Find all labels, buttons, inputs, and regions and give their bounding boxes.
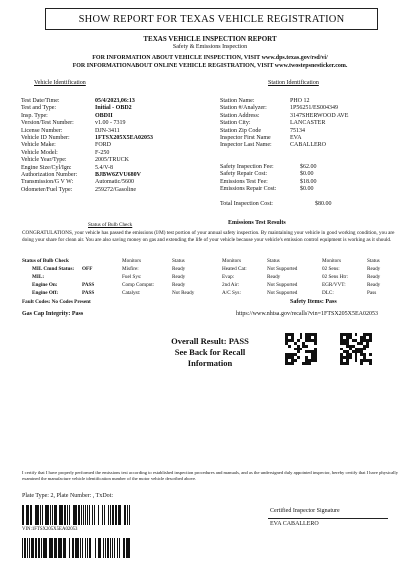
vehicle-identification-block	[21, 98, 211, 198]
kv-label: Odometer/Fuel Type:	[21, 186, 73, 193]
monitor-cell: Ready	[367, 282, 381, 288]
kv-row	[220, 128, 410, 135]
monitors-table	[22, 258, 402, 303]
kv-label: Emissions Repair Cost:	[220, 186, 277, 193]
congratulations-text: CONGRATULATIONS, your vehicle has passed the emissions (I/M) test portion of your annual safety inspection. By maintaining your vehicle in good working condition, you are doing your share for clean air. You are also saving money on gas and extending the life of your vehicle because your vehicle's emission control equipment is working as it should.	[22, 230, 395, 243]
report-subtitle-2: Safety & Emissions Inspection	[172, 44, 248, 50]
report-subtitle: TEXAS VEHICLE INSPECTION REPORT	[143, 35, 277, 43]
monitor-cell: Ready	[172, 274, 186, 280]
kv-row	[21, 157, 211, 164]
kv-label: Safety Repair Cost:	[220, 171, 267, 178]
kv-row	[21, 165, 211, 172]
kv-label: Station City:	[220, 120, 251, 127]
kv-label: Station Zip Code	[220, 127, 261, 134]
kv-row	[220, 120, 410, 127]
monitor-cell: Pass	[367, 290, 377, 296]
kv-row	[220, 179, 410, 186]
kv-value: BJBW6ZVU680V	[95, 172, 142, 178]
kv-row	[21, 128, 211, 135]
kv-value: DJN-3411	[95, 127, 120, 134]
recall-instruction-2: Information	[187, 358, 233, 368]
kv-label: Authorization Number:	[21, 172, 78, 178]
monitor-cell: Comp Compnt:	[122, 282, 155, 288]
kv-value: 5.4/V-8	[95, 164, 113, 171]
report-header-box	[45, 8, 378, 30]
kv-row	[220, 98, 410, 105]
kv-value: 1P56251/ES004349	[290, 105, 339, 112]
barcode	[22, 505, 132, 525]
vin-line: VIN:1FTSX205X5EA02053	[22, 527, 78, 532]
monitor-cell: Ready	[367, 266, 381, 272]
monitor-cell: Monitors	[122, 258, 142, 264]
fees-block	[220, 164, 410, 196]
kv-row	[21, 105, 211, 112]
kv-label: Station Name:	[220, 98, 255, 104]
kv-value: LANCASTER	[290, 120, 326, 127]
kv-label: Vehicle Year/Type:	[21, 157, 67, 164]
monitor-cell: Misfire:	[122, 266, 139, 272]
plate-info: Plate Type: 2, Plate Number: , TxDot:	[22, 493, 114, 499]
monitor-cell: Monitors	[322, 258, 342, 264]
kv-label: Insp. Type:	[21, 112, 48, 119]
monitor-cell: 02 Sens:	[322, 266, 340, 272]
kv-value: $62.00	[300, 164, 317, 170]
kv-row	[220, 186, 410, 193]
monitor-cell: Not Ready	[172, 290, 195, 296]
monitor-cell: Status	[367, 258, 380, 264]
kv-label: Vehicle Model:	[21, 149, 58, 156]
qr-code	[285, 333, 317, 365]
kv-label: License Number:	[21, 127, 63, 134]
kv-label: Transmission/G V W:	[21, 179, 74, 186]
kv-value: Automatic/5600	[95, 179, 134, 186]
kv-value: PHO 12	[290, 98, 310, 104]
kv-value: 75134	[290, 127, 305, 134]
kv-label: Station #/Analyzer:	[220, 105, 267, 112]
station-identification-block	[220, 98, 410, 158]
kv-value: $18.00	[300, 178, 317, 185]
station-id-heading: Station Identification	[268, 80, 319, 86]
kv-value: Initial - OBD2	[95, 105, 132, 112]
kv-row	[220, 113, 410, 120]
monitor-cell: Not Supported	[267, 282, 298, 288]
kv-label: Test Date/Time:	[21, 98, 60, 104]
signature-name: EVA CABALLERO	[270, 521, 319, 527]
monitor-cell: Ready	[172, 266, 186, 272]
monitor-cell: Ready	[367, 274, 381, 280]
kv-row	[21, 187, 211, 194]
monitor-cell: Heated Cat:	[222, 266, 247, 272]
kv-value: 3147SHERWOOD AVE	[290, 112, 349, 119]
kv-label: Version/Test Number:	[21, 120, 74, 127]
monitor-cell: Catalyst:	[122, 290, 141, 296]
kv-value: $0.00	[300, 171, 314, 178]
monitor-cell: Monitors	[222, 258, 242, 264]
emissions-heading: Emissions Test Results	[228, 220, 286, 226]
kv-value: OBDII	[95, 112, 113, 119]
monitor-cell: OFF	[82, 266, 93, 272]
kv-row	[21, 135, 211, 142]
overall-result: Overall Result: PASS	[171, 336, 249, 346]
kv-label: Emissions Test Fee:	[220, 178, 268, 185]
monitor-cell: Ready	[172, 282, 186, 288]
barcode	[22, 538, 132, 558]
monitors-left-header: Status of Bulb Check	[22, 258, 69, 264]
bulb-check-heading: Status of Bulb Check	[88, 222, 133, 228]
kv-label: Safety Inspection Fee:	[220, 164, 274, 170]
kv-value: 259272/Gasoline	[95, 186, 136, 193]
total-cost-row	[220, 201, 410, 209]
kv-label: Test and Type:	[21, 105, 57, 112]
vehicle-id-heading: Vehicle Identification	[34, 80, 86, 86]
monitor-cell: A/C Sys:	[222, 290, 241, 296]
kv-value: 1FTSX205X5EA02053	[95, 135, 154, 141]
monitor-cell: PASS	[82, 290, 95, 296]
kv-label: Vehicle ID Number:	[21, 135, 70, 141]
kv-row	[220, 105, 410, 112]
recall-instruction-1: See Back for Recall	[174, 347, 246, 357]
kv-label: Station Address:	[220, 112, 260, 119]
kv-value: 2005/TRUCK	[95, 157, 130, 164]
kv-label: Inspector Last Name:	[220, 142, 272, 149]
kv-row	[220, 142, 410, 149]
safety-items: Safety Items: Pass	[290, 299, 337, 305]
monitor-cell: Not Supported	[267, 266, 298, 272]
monitor-cell: Engine Off:	[32, 290, 59, 296]
monitor-cell: Evap:	[222, 274, 235, 280]
info-line-inspection: FOR INFORMATION ABOUT VEHICLE INSPECTION, VISIT www.dps.texas.gov/rsd/vi/	[92, 55, 328, 61]
kv-row	[220, 171, 410, 178]
kv-row	[21, 98, 211, 105]
signature-line	[268, 518, 388, 519]
kv-row	[21, 113, 211, 120]
monitor-cell: 2nd Air:	[222, 282, 240, 288]
kv-value: 05/4/2023,06:13	[95, 98, 135, 104]
monitor-cell: DLC:	[322, 290, 334, 296]
monitor-cell: EGR/VVT:	[322, 282, 346, 288]
kv-value: FORD	[95, 142, 112, 149]
total-cost-value: $80.00	[315, 201, 332, 207]
signature-label: Certified Inspector Signature	[270, 508, 340, 514]
monitor-cell: Status	[267, 258, 280, 264]
monitor-cell: MIL:	[32, 274, 45, 280]
gas-cap-integrity: Gas Cap Integrity: Pass	[22, 311, 84, 317]
monitor-cell: MIL Cmnd Status:	[32, 266, 75, 272]
kv-label: Engine Size/Cyl/Ign:	[21, 164, 72, 171]
kv-row	[21, 120, 211, 127]
kv-row	[21, 150, 211, 157]
recall-url[interactable]: https://www.nhtsa.gov/recalls?vin=1FTSX205X5EA02053	[236, 311, 378, 317]
kv-value: CABALLERO	[290, 142, 326, 149]
certification-text: I certify that I have properly performed the emissions test according to established inspection procedures and manuals, and as the undersigned duly appointed inspector, hereby certify that I have physically examined the manufacture vehicle identification number of the motor vehicle described above.	[22, 470, 399, 481]
kv-value: F-250	[95, 149, 110, 156]
info-line-registration: FOR INFORMATIONABOUT ONLINE VEHICLE REGISTRATION, VISIT www.twostepsnesticker.com.	[72, 63, 348, 69]
kv-label: Inspector First Name	[220, 135, 271, 141]
kv-row	[21, 179, 211, 186]
monitor-cell: 02 Sens Htr:	[322, 274, 348, 280]
overall-result-block	[150, 336, 270, 369]
kv-row	[220, 135, 410, 142]
total-cost-label: Total Inspection Cost:	[220, 201, 273, 207]
monitor-cell: Engine On:	[32, 282, 58, 288]
fault-codes: Fault Codes: No Codes Present	[22, 299, 91, 305]
monitor-cell: Not Supported	[267, 290, 298, 296]
kv-label: Vehicle Make:	[21, 142, 56, 149]
qr-code	[340, 333, 372, 365]
kv-value: v1.00 - 7319	[95, 120, 126, 127]
kv-value: $0.00	[300, 186, 314, 193]
monitor-cell: Status	[172, 258, 185, 264]
report-header-title: SHOW REPORT FOR TEXAS VEHICLE REGISTRATION	[78, 13, 345, 25]
monitor-cell: PASS	[82, 282, 95, 288]
monitor-cell: Fuel Sys:	[122, 274, 142, 280]
kv-row	[21, 142, 211, 149]
kv-row	[21, 172, 211, 179]
monitor-cell: Ready	[267, 274, 281, 280]
kv-value: EVA	[290, 135, 302, 141]
